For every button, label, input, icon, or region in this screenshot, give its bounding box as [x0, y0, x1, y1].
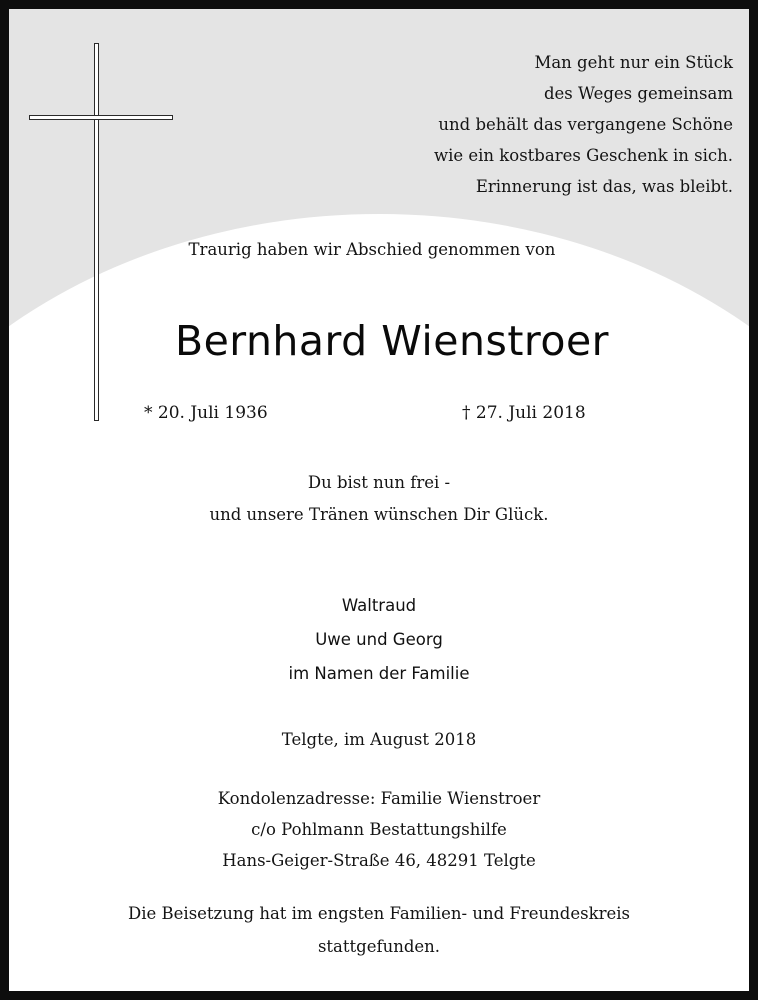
deceased-name: Bernhard Wienstroer	[174, 317, 610, 365]
verse-line: und unsere Tränen wünschen Dir Glück.	[209, 505, 549, 524]
birth-date: * 20. Juli 1936	[144, 403, 268, 423]
address-line: Hans-Geiger-Straße 46, 48291 Telgte	[222, 851, 536, 870]
burial-line: Die Beisetzung hat im engsten Familien- und Freundeskreis	[128, 904, 630, 923]
address-line: Kondolenzadresse: Familie Wienstroer	[217, 789, 541, 808]
place-date: Telgte, im August 2018	[281, 730, 477, 749]
death-date: † 27. Juli 2018	[462, 403, 586, 423]
burial-line: stattgefunden.	[317, 937, 441, 956]
mourner-line: im Namen der Familie	[288, 664, 470, 683]
motto-line: und behält das vergangene Schöne	[438, 115, 733, 134]
mourner-line: Uwe und Georg	[315, 630, 443, 649]
verse	[9, 467, 749, 531]
motto-poem	[313, 47, 733, 202]
address-line: c/o Pohlmann Bestattungshilfe	[251, 820, 507, 839]
mourner-line: Waltraud	[341, 596, 417, 615]
motto-line: Erinnerung ist das, was bleibt.	[475, 177, 733, 196]
motto-line: Man geht nur ein Stück	[534, 53, 733, 72]
mourners	[9, 589, 749, 691]
verse-line: Du bist nun frei -	[307, 473, 451, 492]
burial-note	[9, 897, 749, 963]
motto-line: wie ein kostbares Geschenk in sich.	[433, 146, 733, 165]
motto-line: des Weges gemeinsam	[543, 84, 733, 103]
intro-text: Traurig haben wir Abschied genommen von	[188, 240, 556, 259]
cross-horizontal-beam	[29, 115, 173, 120]
condolence-address	[9, 783, 749, 876]
